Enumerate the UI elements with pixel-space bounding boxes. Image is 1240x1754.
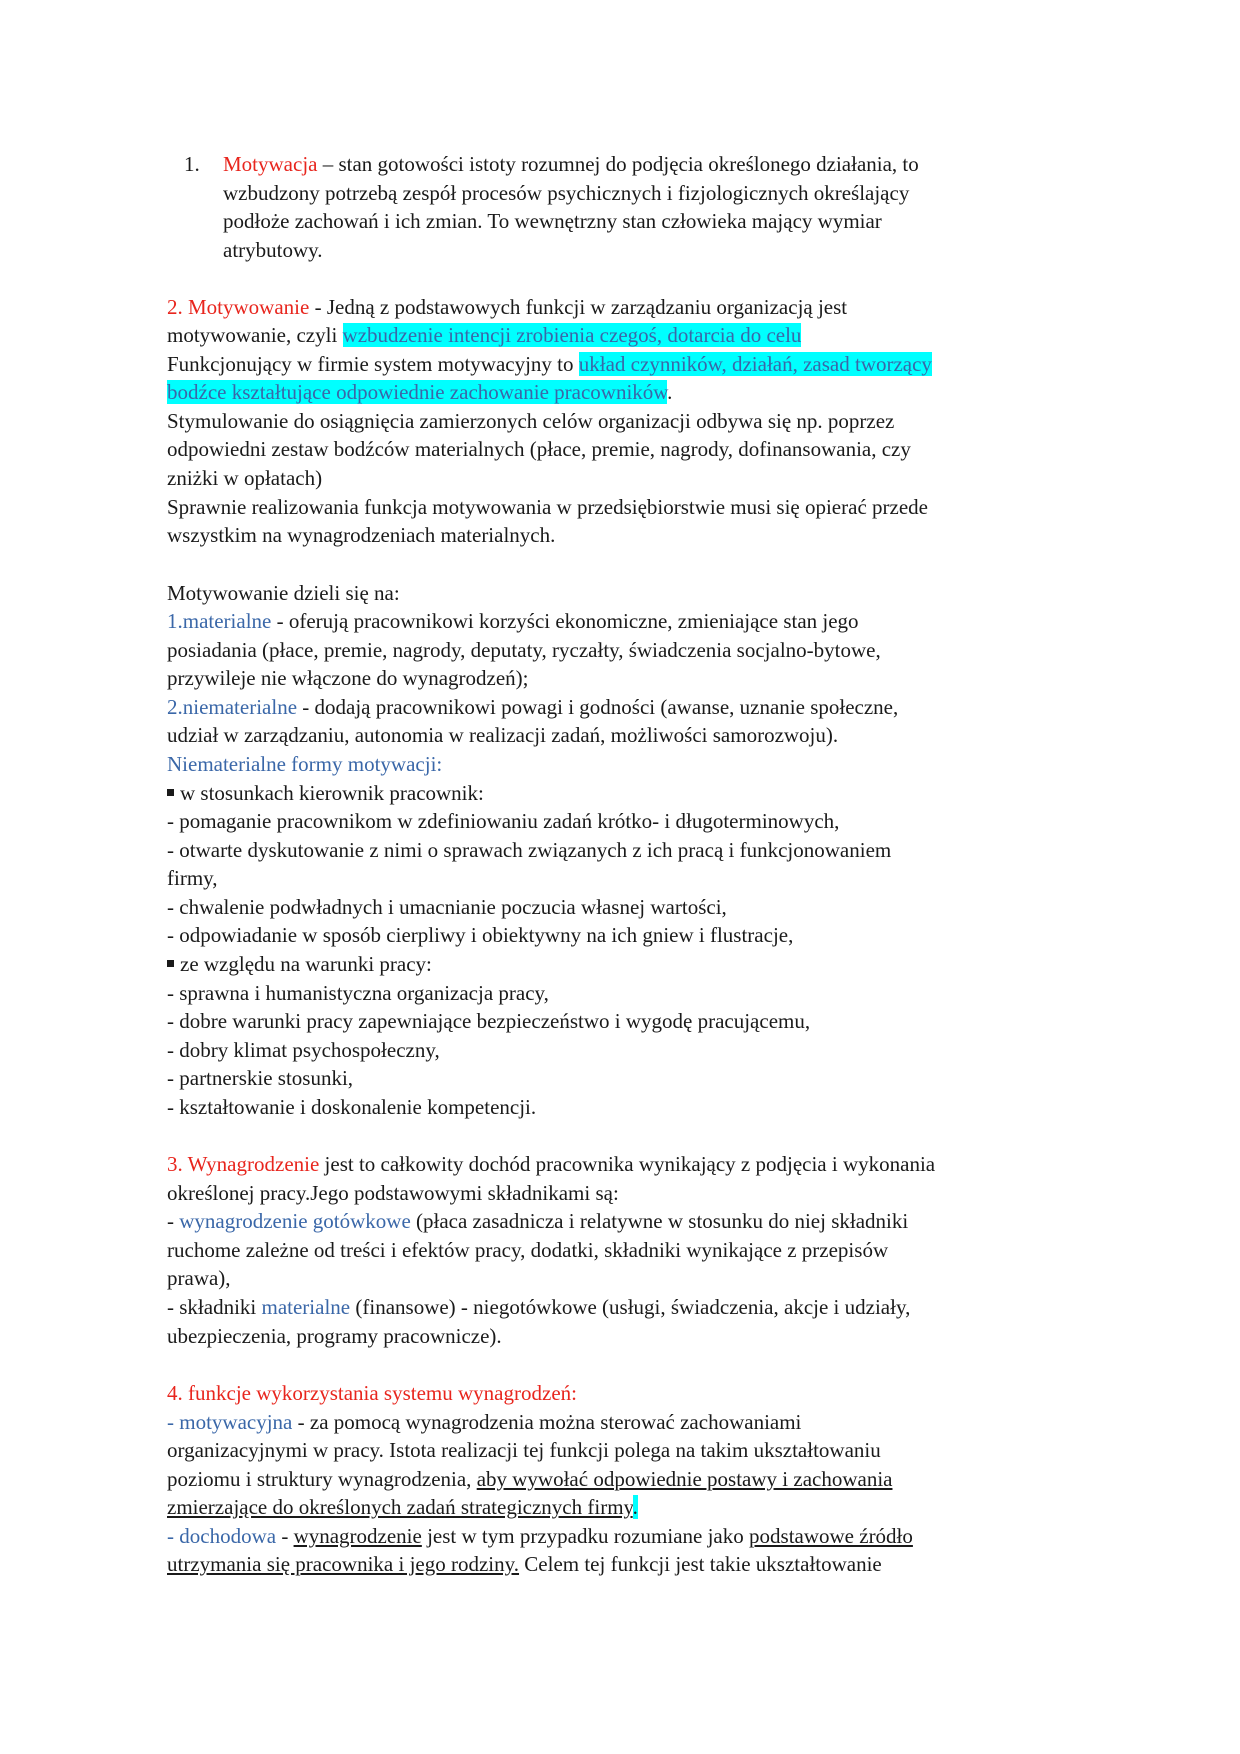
text-line [167,378,672,406]
text-run: - kształtowanie i doskonalenie kompetencji. [167,1095,537,1119]
text-run: atrybutowy. [223,238,323,262]
text-run: zniżki w opłatach) [167,466,323,490]
text-run: firmy, [167,866,218,890]
text-run: ze względu na warunki pracy: [180,952,432,976]
text-line [167,864,218,892]
text-line [167,1207,908,1235]
text-line [223,207,882,235]
text-line [167,1150,935,1178]
text-run: - dodają pracownikowi powagi i godności (awanse, uznanie społeczne, [297,695,899,719]
text-run: przywileje nie włączone do wynagrodzeń); [167,666,529,690]
text-line [167,493,928,521]
text-run: - [276,1524,294,1548]
text-run: Funkcjonujący w firmie system motywacyjny to [167,352,579,376]
text-run: prawa), [167,1266,231,1290]
text-line [167,979,549,1007]
text-run: - za pomocą wynagrodzenia można sterować zachowaniami [292,1410,802,1434]
text-run: utrzymania się pracownika i jego rodziny. [167,1552,520,1576]
text-line [167,1236,888,1264]
text-run: 1. [184,152,200,176]
text-run: Niematerialne formy motywacji: [167,752,443,776]
text-run: - dobre warunki pracy zapewniające bezpieczeństwo i wygodę pracującemu, [167,1009,811,1033]
text-run: (płaca zasadnicza i relatywne w stosunku do niej składniki [410,1209,909,1233]
text-run: materialne [261,1295,351,1319]
text-line [167,836,891,864]
text-line [167,1408,801,1436]
text-run: 3. Wynagrodzenie [167,1152,320,1176]
text-run: ubezpieczenia, programy pracownicze). [167,1324,502,1348]
text-run: 2.niematerialne [167,695,298,719]
text-run: Motywacja [223,152,318,176]
text-line [167,950,432,978]
text-line [167,693,898,721]
text-run: - odpowiadanie w sposób cierpliwy i obiektywny na ich gniew i flustracje, [167,923,794,947]
text-run: zmierzające do określonych zadań strategicznych firmy [167,1495,633,1519]
text-run: podłoże zachowań i ich zmian. To wewnętrzny stan człowieka mający wymiar [223,209,882,233]
text-line [167,321,801,349]
text-run: - sprawna i humanistyczna organizacja pracy, [167,981,549,1005]
text-run: wynagrodzenie gotówkowe [179,1209,411,1233]
text-run: Stymulowanie do osiągnięcia zamierzonych celów organizacji odbywa się np. poprzez [167,409,895,433]
text-run: wzbudzenie intencji zrobienia czegoś, dotarcia do celu [342,323,802,347]
text-run: . [667,380,673,404]
text-line [167,435,911,463]
text-run: wzbudzony potrzebą zespół procesów psychicznych i fizjologicznych określający [223,181,910,205]
text-run: (finansowe) - niegotówkowe (usługi, świadczenia, akcje i udziały, [350,1295,911,1319]
text-run: - otwarte dyskutowanie z nimi o sprawach związanych z ich pracą i funkcjonowaniem [167,838,892,862]
text-line [223,150,919,178]
text-run: wszystkim na wynagrodzeniach materialnych. [167,523,556,547]
text-run: posiadania (płace, premie, nagrody, deputaty, ryczałty, świadczenia socjalno-bytowe, [167,638,881,662]
text-line [167,779,484,807]
text-run: jest w tym przypadku rozumiane jako [421,1524,750,1548]
bullet-icon [167,789,174,796]
text-run: ruchome zależne od treści i efektów pracy, dodatki, składniki wynikające z przepisów [167,1238,889,1262]
text-run: - pomaganie pracownikom w zdefiniowaniu zadań krótko- i długoterminowych, [167,809,840,833]
text-run: poziomu i struktury wynagrodzenia, [167,1467,477,1491]
text-line [167,1493,638,1521]
text-run: - chwalenie podwładnych i umacnianie poczucia własnej wartości, [167,895,727,919]
text-run: - [167,1209,180,1233]
text-line [167,664,529,692]
text-line [167,293,847,321]
text-line [167,807,839,835]
bullet-icon [167,960,174,967]
text-line [167,1522,913,1550]
text-run: . [632,1495,638,1519]
text-run: jest to całkowity dochód pracownika wynikający z podjęcia i wykonania [319,1152,936,1176]
text-line [167,1264,231,1292]
text-run: w stosunkach kierownik pracownik: [180,781,484,805]
text-line [167,1179,619,1207]
text-line [167,636,881,664]
text-run: 1.materialne [167,609,272,633]
text-line [167,1036,440,1064]
text-run: - motywacyjna [167,1410,293,1434]
text-run: Motywowanie dzieli się na: [167,581,400,605]
text-run: układ czynników, działań, zasad tworzący [578,352,932,376]
text-run: - składniki [167,1295,262,1319]
text-line [184,150,200,178]
text-run: bodźce kształtujące odpowiednie zachowanie pracowników [167,380,668,404]
text-line [167,1064,353,1092]
text-line [167,893,727,921]
text-line [167,407,894,435]
text-line [167,750,442,778]
text-run: Sprawnie realizowania funkcja motywowania w przedsiębiorstwie musi się opierać przede [167,495,928,519]
text-line [167,1436,881,1464]
text-line [167,1093,536,1121]
text-run: aby wywołać odpowiednie postawy i zachowania [476,1467,893,1491]
text-run: Celem tej funkcji jest takie ukształtowanie [519,1552,882,1576]
text-line [167,1322,502,1350]
text-run: organizacyjnymi w pracy. Istota realizacji tej funkcji polega na takim ukształtowaniu [167,1438,881,1462]
text-run: określonej pracy.Jego podstawowymi składnikami są: [167,1181,619,1205]
text-line [167,1007,810,1035]
text-line [167,1550,882,1578]
text-line [167,521,555,549]
text-line [167,579,400,607]
text-run: odpowiedni zestaw bodźców materialnych (płace, premie, nagrody, dofinansowania, czy [167,437,911,461]
text-line [167,921,793,949]
text-line [167,350,932,378]
text-run: motywowanie, czyli [167,323,343,347]
text-line [223,236,323,264]
text-line [167,1379,577,1407]
text-line [223,179,909,207]
text-run: - oferują pracownikowi korzyści ekonomiczne, zmieniające stan jego [271,609,859,633]
text-run: – stan gotowości istoty rozumnej do podjęcia określonego działania, to [317,152,919,176]
text-run: podstawowe źródło [749,1524,913,1548]
text-line [167,721,838,749]
text-line [167,1293,910,1321]
text-run: 4. funkcje wykorzystania systemu wynagrodzeń: [167,1381,577,1405]
text-run: 2. Motywowanie [167,295,310,319]
text-line [167,607,859,635]
text-run: udział w zarządzaniu, autonomia w realizacji zadań, możliwości samorozwoju). [167,723,839,747]
text-run: - partnerskie stosunki, [167,1066,354,1090]
text-run: wynagrodzenie [293,1524,422,1548]
text-line [167,464,322,492]
text-run: - Jedną z podstawowych funkcji w zarządzaniu organizacją jest [309,295,848,319]
text-run: - dochodowa [167,1524,277,1548]
text-run: - dobry klimat psychospołeczny, [167,1038,440,1062]
text-line [167,1465,892,1493]
